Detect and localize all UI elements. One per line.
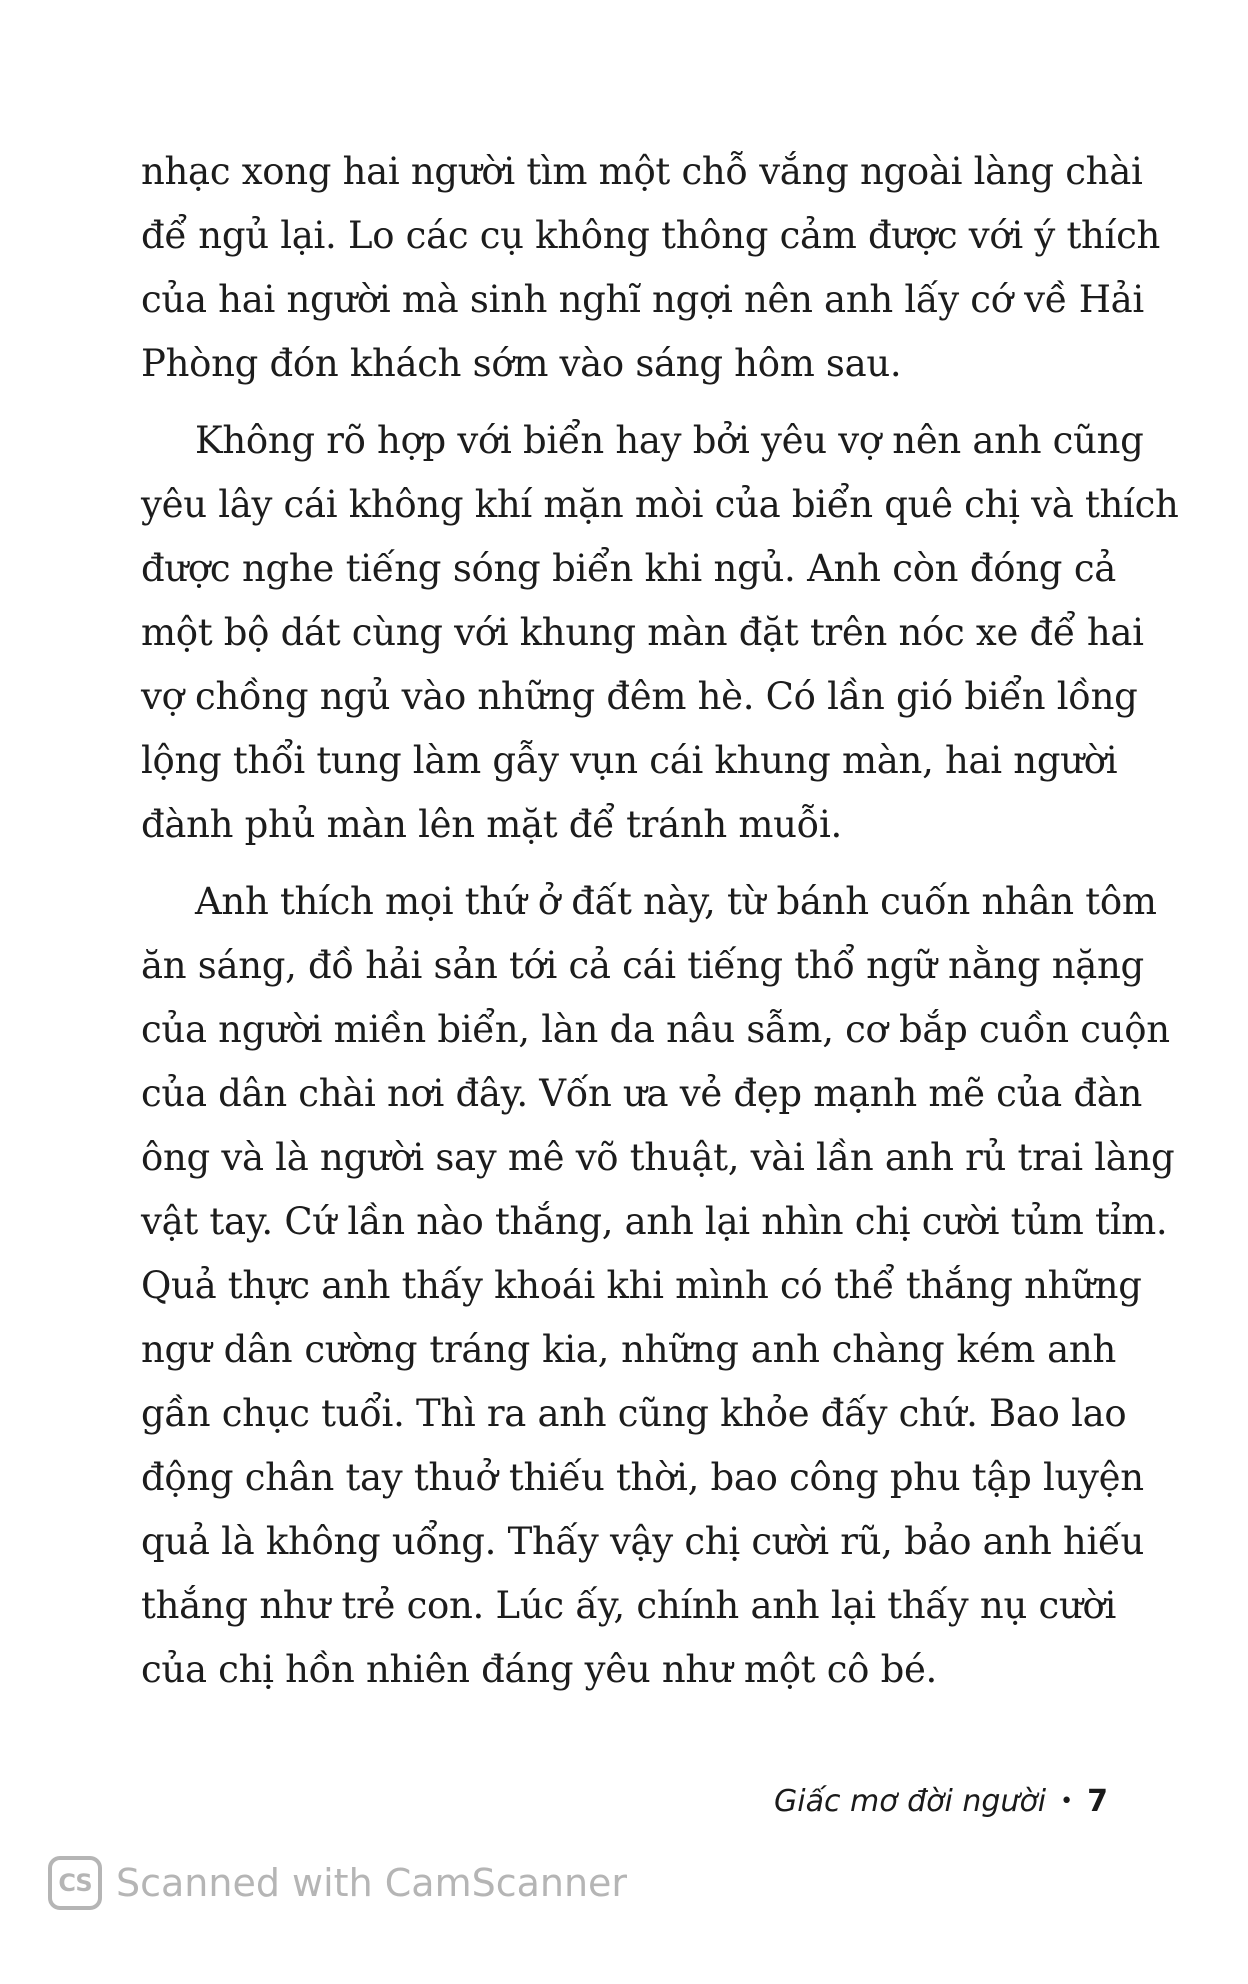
text-line: vật tay. Cứ lần nào thắng, anh lại nhìn chị cười tủm tỉm.	[141, 1200, 1168, 1243]
text-line: động chân tay thuở thiếu thời, bao công phu tập luyện	[141, 1456, 1144, 1499]
paragraph	[141, 870, 1175, 1702]
text-line: của chị hồn nhiên đáng yêu như một cô bé.	[141, 1648, 938, 1691]
paragraph-gap	[141, 396, 1116, 409]
text-line: ăn sáng, đồ hải sản tới cả cái tiếng thổ ngữ nằng nặng	[141, 944, 1144, 987]
text-line: thắng như trẻ con. Lúc ấy, chính anh lại thấy nụ cười	[141, 1584, 1116, 1627]
scanner-watermark	[48, 1856, 627, 1910]
text-line: vợ chồng ngủ vào những đêm hè. Có lần gió biển lồng	[141, 675, 1138, 718]
text-line: yêu lây cái không khí mặn mòi của biển quê chị và thích	[141, 483, 1179, 526]
text-line: gần chục tuổi. Thì ra anh cũng khỏe đấy chứ. Bao lao	[141, 1392, 1127, 1435]
page-footer	[774, 1784, 1108, 1819]
body-text	[141, 140, 1179, 1702]
watermark-text: Scanned with CamScanner	[116, 1861, 628, 1905]
text-line: để ngủ lại. Lo các cụ không thông cảm được với ý thích	[141, 214, 1161, 257]
text-line: của dân chài nơi đây. Vốn ưa vẻ đẹp mạnh mẽ của đàn	[141, 1072, 1143, 1115]
text-line: nhạc xong hai người tìm một chỗ vắng ngoài làng chài	[141, 150, 1143, 193]
text-line: quả là không uổng. Thấy vậy chị cười rũ, bảo anh hiếu	[141, 1520, 1144, 1563]
text-line: của người miền biển, làn da nâu sẫm, cơ bắp cuồn cuộn	[141, 1008, 1170, 1051]
text-line: đành phủ màn lên mặt để tránh muỗi.	[141, 803, 842, 846]
text-line: ông và là người say mê võ thuật, vài lần anh rủ trai làng	[141, 1136, 1175, 1179]
page-number: 7	[1087, 1784, 1108, 1819]
text-line: Quả thực anh thấy khoái khi mình có thể thắng những	[141, 1264, 1142, 1307]
text-line: một bộ dát cùng với khung màn đặt trên nóc xe để hai	[141, 611, 1144, 654]
paragraph	[141, 409, 1179, 857]
text-line: Phòng đón khách sớm vào sáng hôm sau.	[141, 342, 902, 385]
text-line: được nghe tiếng sóng biển khi ngủ. Anh còn đóng cả	[141, 547, 1116, 590]
paragraph	[141, 140, 1161, 396]
text-line: ngư dân cường tráng kia, những anh chàng kém anh	[141, 1328, 1116, 1371]
camscanner-logo-icon: CS	[48, 1856, 102, 1910]
paragraph-gap	[141, 857, 1116, 870]
footer-separator: •	[1060, 1789, 1074, 1814]
text-line: của hai người mà sinh nghĩ ngợi nên anh lấy cớ về Hải	[141, 278, 1144, 321]
text-line: lộng thổi tung làm gẫy vụn cái khung màn, hai người	[141, 739, 1118, 782]
running-title: Giấc mơ đời người	[774, 1784, 1047, 1819]
text-line: Anh thích mọi thứ ở đất này, từ bánh cuốn nhân tôm	[195, 880, 1157, 923]
text-line: Không rõ hợp với biển hay bởi yêu vợ nên anh cũng	[195, 419, 1144, 462]
